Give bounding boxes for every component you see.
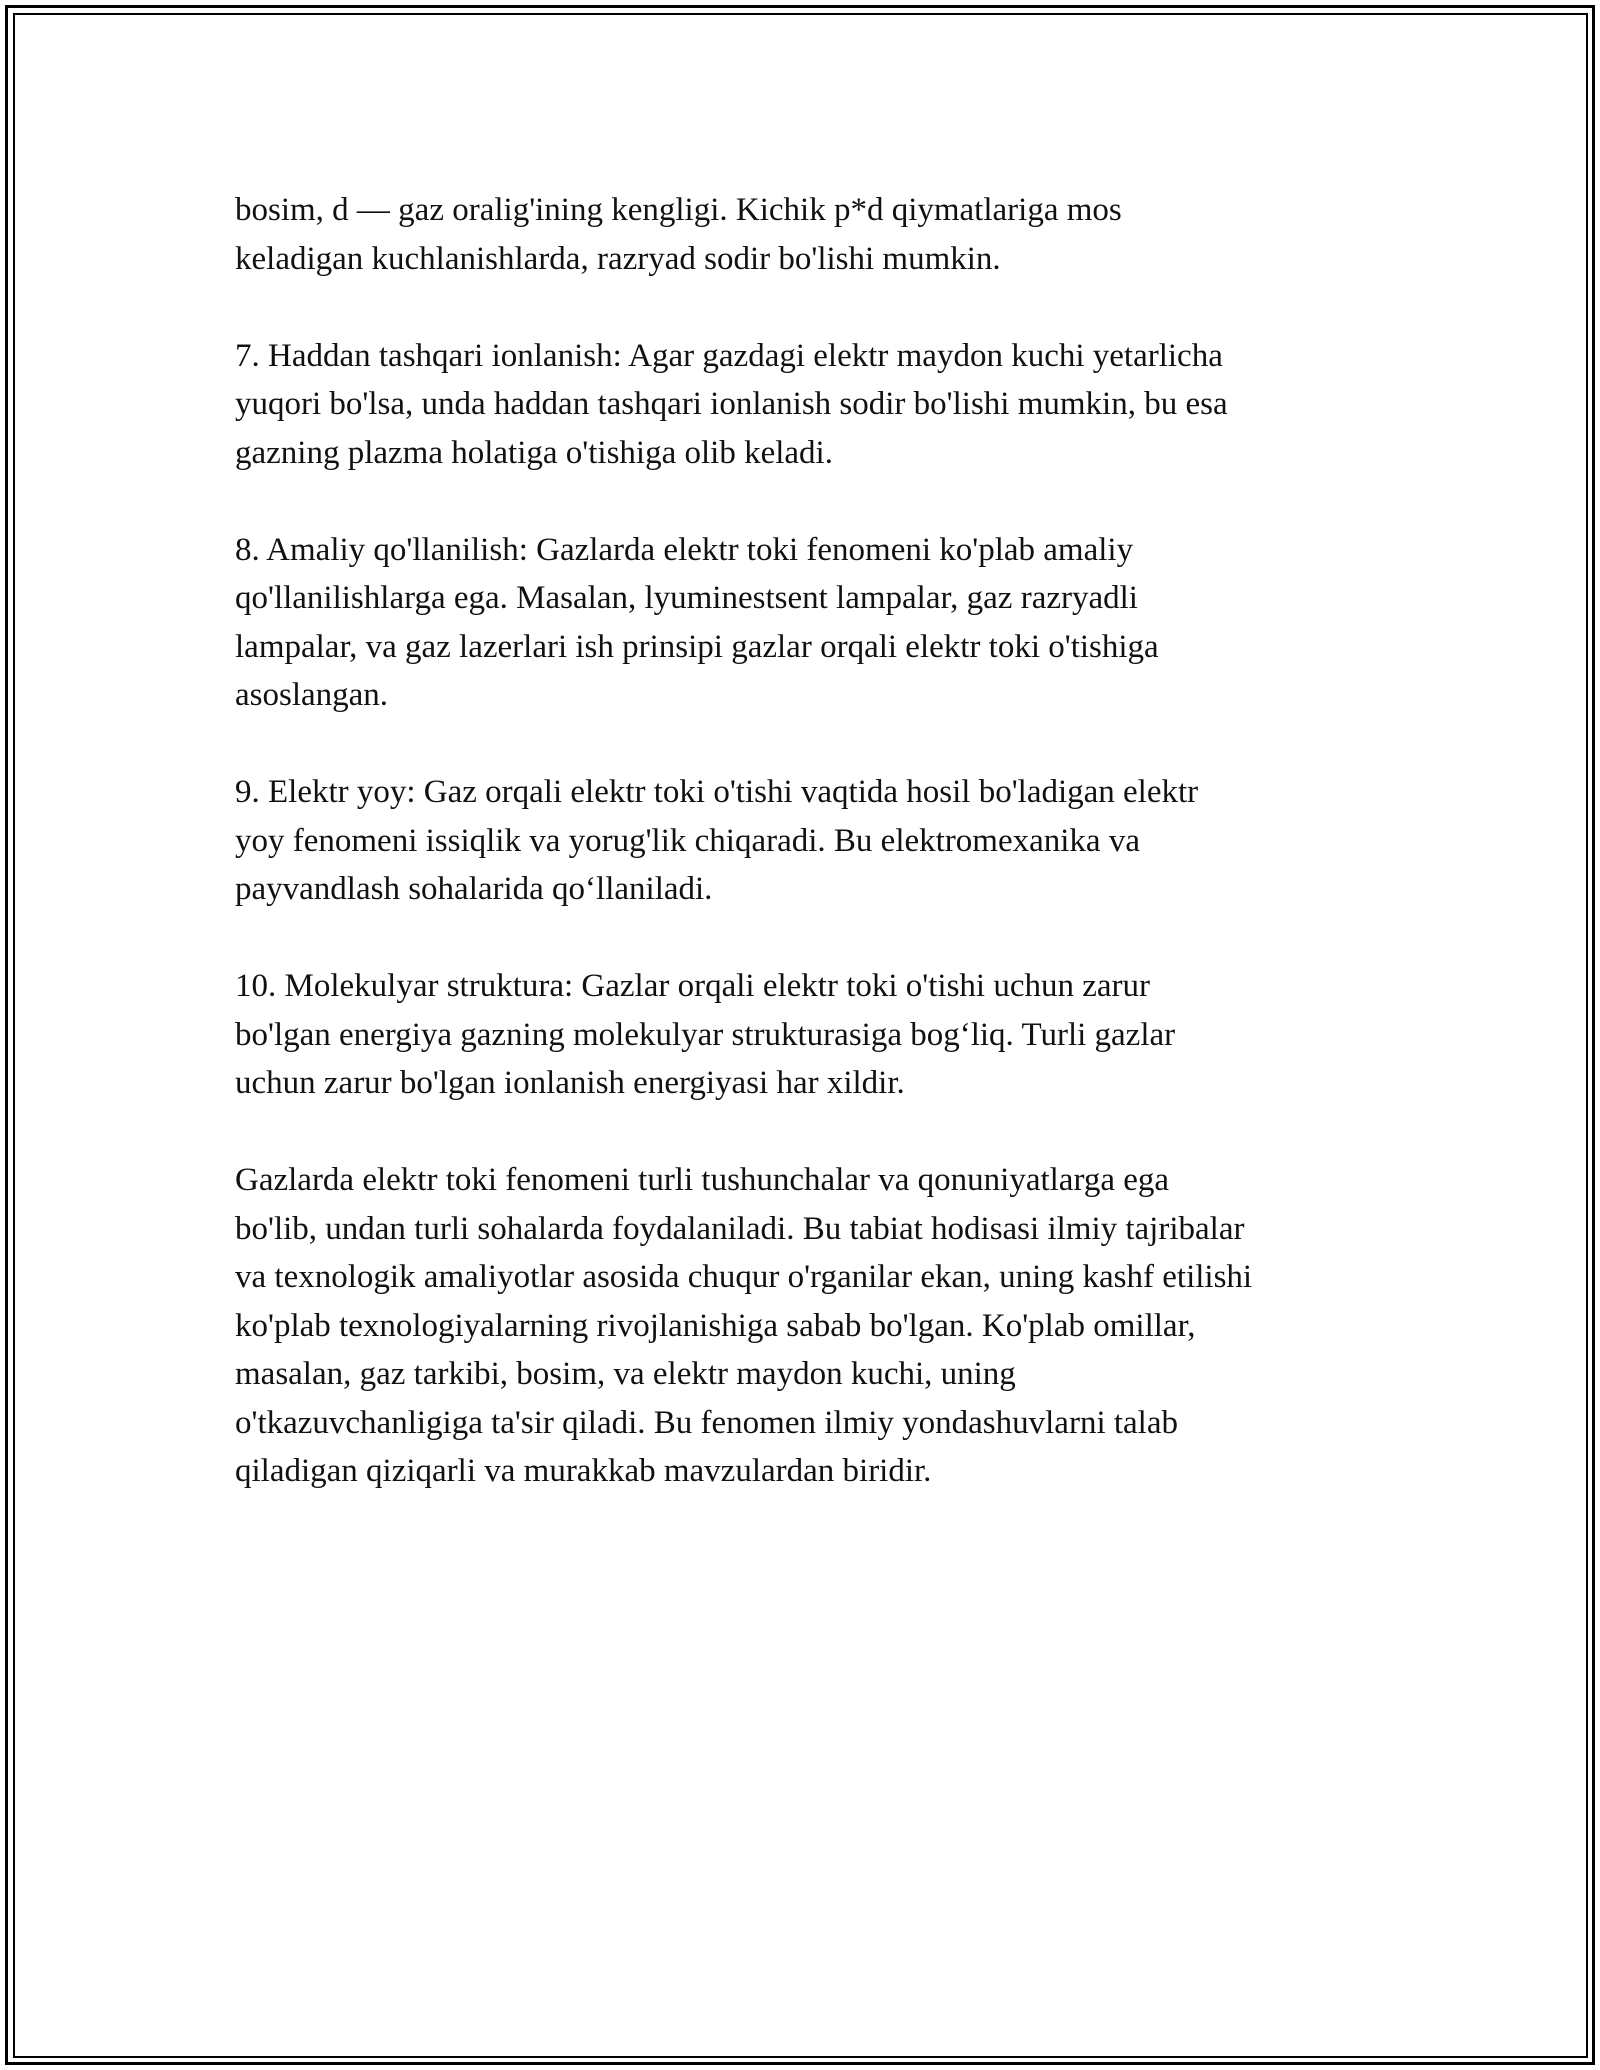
text-line: uchun zarur bo'lgan ionlanish energiyasi har xildir.	[235, 1065, 905, 1101]
text-line: ko'plab texnologiyalarning rivojlanishiga sabab bo'lgan. Ko'plab omillar,	[235, 1307, 1196, 1344]
text-line: yoy fenomeni issiqlik va yorug'lik chiqaradi. Bu elektromexanika va	[235, 822, 1140, 859]
text-line: 10. Molekulyar struktura: Gazlar orqali elektr toki o'tishi uchun zarur	[235, 968, 1151, 1004]
paragraph-item-8	[235, 526, 1395, 720]
text-line: o'tkazuvchanligiga ta'sir qiladi. Bu fenomen ilmiy yondashuvlarni talab	[235, 1404, 1178, 1441]
text-line: bosim, d — gaz oralig'ining kengligi. Kichik p*d qiymatlariga mos	[235, 192, 1122, 228]
text-line: payvandlash sohalarida qo‘llaniladi.	[235, 871, 713, 907]
paragraph-continuation	[235, 186, 1395, 283]
text-line: va texnologik amaliyotlar asosida chuqur o'rganilar ekan, uning kashf etilishi	[235, 1259, 1253, 1295]
text-line: lampalar, va gaz lazerlari ish prinsipi gazlar orqali elektr toki o'tishiga	[235, 628, 1159, 665]
text-line: Gazlarda elektr toki fenomeni turli tushunchalar va qonuniyatlarga ega	[235, 1162, 1170, 1198]
text-line: 7. Haddan tashqari ionlanish: Agar gazdagi elektr maydon kuchi yetarlicha	[235, 337, 1223, 374]
paragraph-conclusion	[235, 1156, 1395, 1496]
text-line: bo'lib, undan turli sohalarda foydalaniladi. Bu tabiat hodisasi ilmiy tajribalar	[235, 1210, 1245, 1247]
paragraph-item-9	[235, 768, 1395, 914]
text-line: qo'llanilishlarga ega. Masalan, lyuminestsent lampalar, gaz razryadli	[235, 580, 1138, 616]
text-line: 9. Elektr yoy: Gaz orqali elektr toki o'tishi vaqtida hosil bo'ladigan elektr	[235, 774, 1199, 810]
text-line: keladigan kuchlanishlarda, razryad sodir bo'lishi mumkin.	[235, 240, 1001, 277]
text-line: gazning plazma holatiga o'tishiga olib keladi.	[235, 434, 833, 471]
text-line: bo'lgan energiya gazning molekulyar strukturasiga bog‘liq. Turli gazlar	[235, 1016, 1176, 1053]
text-line: asoslangan.	[235, 677, 389, 713]
text-line: yuqori bo'lsa, unda haddan tashqari ionlanish sodir bo'lishi mumkin, bu esa	[235, 386, 1228, 422]
text-line: 8. Amaliy qo'llanilish: Gazlarda elektr toki fenomeni ko'plab amaliy	[235, 531, 1134, 568]
paragraph-item-7	[235, 332, 1395, 478]
text-line: qiladigan qiziqarli va murakkab mavzulardan biridir.	[235, 1453, 932, 1489]
document-body	[235, 186, 1395, 1544]
text-line: masalan, gaz tarkibi, bosim, va elektr maydon kuchi, uning	[235, 1356, 1016, 1392]
paragraph-item-10	[235, 962, 1395, 1108]
